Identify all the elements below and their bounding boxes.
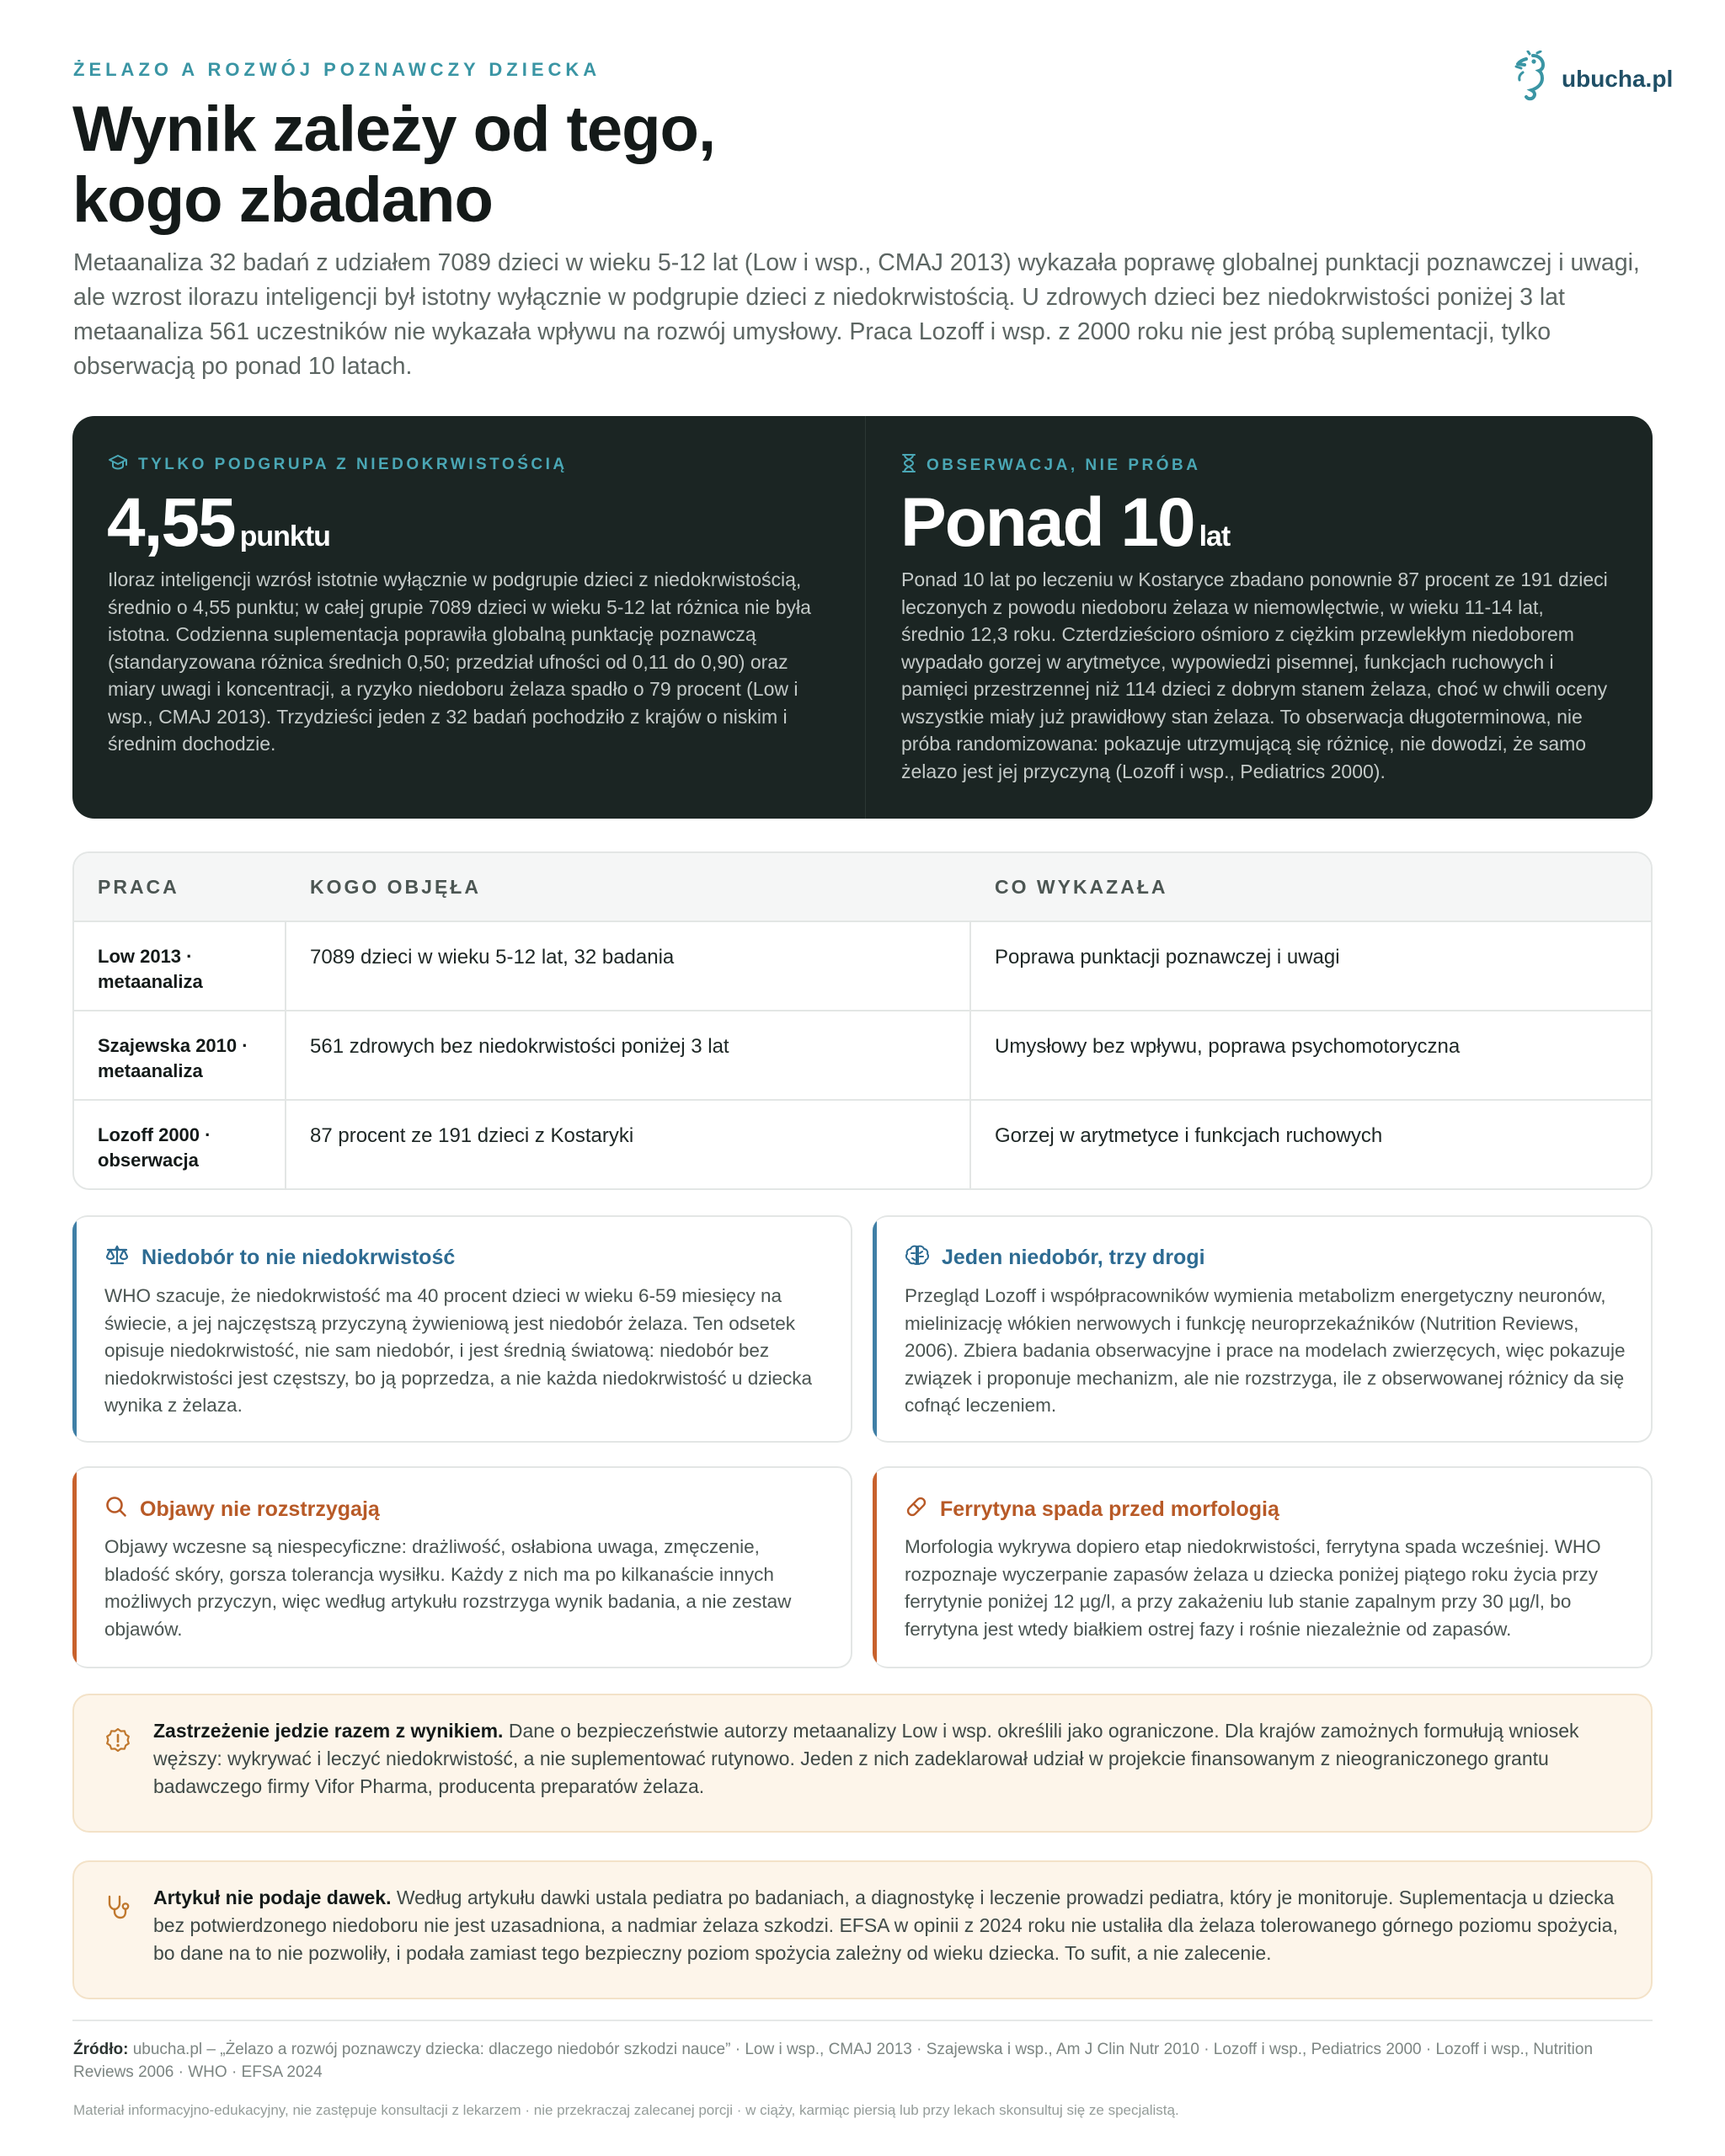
card-title: Jeden niedobór, trzy drogi bbox=[905, 1244, 1205, 1272]
card-title: Ferrytyna spada przed morfologią bbox=[905, 1495, 1279, 1524]
card-ferritin bbox=[873, 1466, 1653, 1668]
card-text: Przegląd Lozoff i współpracowników wymienia metabolizm energetyczny neuronów, mielinizację włókien nerwowych i funkcję neuroprzekaźników (Nutrition Reviews, 2006). Zbiera badania obserwacyjne i prace na modelach zwierzęcych, więc pokazuje związek i proponuje mechanizm, ale nie rozstrzyga, ile z obserwowanej różnicy da się cofnąć leczeniem. bbox=[905, 1285, 1626, 1416]
hourglass-icon bbox=[901, 453, 916, 478]
studies-table bbox=[72, 851, 1653, 1190]
card-deficiency-vs-anemia bbox=[72, 1215, 852, 1443]
study-name: Low 2013 · metaanaliza bbox=[98, 946, 203, 992]
card-three-pathways bbox=[873, 1215, 1653, 1443]
source-label: Źródło: bbox=[73, 2041, 129, 2058]
stat-block-iq bbox=[72, 416, 864, 819]
footer-divider bbox=[72, 2020, 1653, 2021]
source-line: Źródło: ubucha.pl – „Żelazo a rozwój poznawczy dziecka: dlaczego niedobór szkodzi nauce” · Low i wsp., CMAJ 2013 · Szajewska i wsp., Am J Clin Nutr 2010 · Lozoff i wsp., Pediatrics 2000 · Lozoff i wsp., Nutrition Reviews 2006 · WHO · EFSA 2024 bbox=[73, 2041, 1594, 2081]
title-line-2: kogo zbadano bbox=[72, 164, 493, 236]
table-row bbox=[74, 922, 1651, 1011]
table-row bbox=[74, 1101, 1651, 1188]
stat-block-followup bbox=[865, 416, 1653, 819]
lead-paragraph: Metaanaliza 32 badań z udziałem 7089 dzieci w wieku 5-12 lat (Low i wsp., CMAJ 2013) wykazała poprawę globalnej punktacji poznawczej i uwagi, ale wzrost ilorazu inteligencji był istotny wyłącznie w podgrupie dzieci z niedokrwistością. U zdrowych dzieci bez niedokrwistości poniżej 3 lat metaanaliza 561 uczestników nie wykazała wpływu na rozwój umysłowy. Praca Lozoff i wsp. z 2000 roku nie jest próbą suplementacji, tylko obserwacją po ponad 10 latach. bbox=[73, 249, 1640, 380]
study-result: Poprawa punktacji poznawczej i uwagi bbox=[995, 946, 1340, 969]
table-row bbox=[74, 1011, 1651, 1101]
stat-kicker: OBSERWACJA, NIE PRÓBA bbox=[901, 453, 1200, 478]
scales-icon bbox=[104, 1244, 130, 1272]
title-line-1: Wynik zależy od tego, bbox=[72, 93, 716, 165]
stat-unit: punktu bbox=[239, 520, 330, 552]
stat-number: 4,55 bbox=[107, 484, 235, 561]
brand-logo[interactable] bbox=[1511, 51, 1673, 107]
card-title: Niedobór to nie niedokrwistość bbox=[104, 1244, 455, 1272]
table-header bbox=[74, 853, 1651, 922]
page-title bbox=[72, 94, 999, 236]
card-text: Morfologia wykrywa dopiero etap niedokrwistości, ferrytyna spada wcześniej. WHO rozpoznaje wyczerpanie zapasów żelaza u dziecka poniżej piątego roku życia przy ferrytynie poniżej 12 µg/l, a przy zakażeniu lub stanie zapalnym przy 30 µg/l, bo ferrytyna jest wtedy białkiem ostrej fazy i rośnie niezależnie od zapasów. bbox=[905, 1536, 1601, 1640]
stat-description: Iloraz inteligencji wzrósł istotnie wyłącznie w podgrupie dzieci z niedokrwistością, średnio o 4,55 punktu; w całej grupie 7089 dzieci w wieku 5-12 lat różnica nie była istotna. Codzienna suplementacja poprawiła globalną punktację poznawczą (standaryzowana różnica średnich 0,50; przedział ufności od 0,11 do 0,90) oraz miary uwagi i koncentracji, a ryzyko niedoboru żelaza spadło o 79 procent (Low i wsp., CMAJ 2013). Trzydzieści jeden z 32 badań pochodziło z krajów o niskim i średnim dochodzie. bbox=[108, 568, 811, 755]
search-icon bbox=[104, 1495, 128, 1524]
study-name: Lozoff 2000 · obserwacja bbox=[98, 1124, 211, 1171]
brain-icon bbox=[905, 1244, 930, 1272]
note-lead: Zastrzeżenie jedzie razem z wynikiem. bbox=[153, 1720, 504, 1742]
card-title: Objawy nie rozstrzygają bbox=[104, 1495, 380, 1524]
stethoscope-icon bbox=[104, 1894, 131, 1925]
disclaimer: Materiał informacyjno-edukacyjny, nie zastępuje konsultacji z lekarzem · nie przekraczaj zalecanej porcji · w ciąży, karmiąc piersią lub przy lekach skonsultuj się ze specjalistą. bbox=[73, 2102, 1179, 2118]
study-result: Gorzej w arytmetyce i funkcjach ruchowych bbox=[995, 1124, 1383, 1147]
pill-icon bbox=[905, 1495, 928, 1524]
note-text: Zastrzeżenie jedzie razem z wynikiem. Dane o bezpieczeństwie autorzy metaanalizy Low i wsp. określili jako ograniczone. Dla krajów zamożnych formułują wniosek węższy: wykrywać i leczyć niedokrwistość, a nie suplementować rutynowo. Jeden z nich zadeklarował udział w projekcie finansowanym z nieograniczonego grantu badawczego firmy Vifor Pharma, producenta preparatów żelaza. bbox=[153, 1720, 1579, 1797]
card-text: Objawy wczesne są niespecyficzne: drażliwość, osłabiona uwaga, zmęczenie, bladość skóry, gorsza tolerancja wysiłku. Każdy z nich ma po kilkanaście innych możliwych przyczyn, więc według artykułu rozstrzyga wynik badania, a nie zestaw objawów. bbox=[104, 1536, 792, 1640]
study-population: 87 procent ze 191 dzieci z Kostaryki bbox=[310, 1124, 634, 1147]
section-kicker: ŻELAZO A ROZWÓJ POZNAWCZY DZIECKA bbox=[73, 59, 601, 80]
stat-kicker: TYLKO PODGRUPA Z NIEDOKRWISTOŚCIĄ bbox=[108, 453, 568, 477]
alert-badge-icon bbox=[104, 1727, 131, 1758]
stats-panel bbox=[72, 416, 1653, 819]
note-text: Artykuł nie podaje dawek. Według artykułu dawki ustala pediatra po badaniach, a diagnostykę i leczenie prowadzi pediatra, który je monitoruje. Suplementacja u dziecka bez potwierdzonego niedoboru nie jest uzasadniona, a nadmiar żelaza szkodzi. EFSA w opinii z 2024 roku nie ustaliła dla żelaza tolerowanego górnego poziomu spożycia, bo dane na to nie pozwoliły, i podała zamiast tego bezpieczny poziom spożycia zależny od wieku dziecka. To sufit, a nie zalecenie. bbox=[153, 1886, 1618, 1964]
column-header-study: PRACA bbox=[98, 876, 179, 898]
stat-unit: lat bbox=[1199, 520, 1231, 552]
note-dosage bbox=[72, 1860, 1653, 1999]
card-text: WHO szacuje, że niedokrwistość ma 40 procent dzieci w wieku 6-59 miesięcy na świecie, a jej najczęstszą przyczyną żywieniową jest niedobór żelaza. Ten odsetek opisuje niedokrwistość, nie sam niedobór, i jest średnią światową: niedobór bez niedokrwistości jest częstszy, bo ją poprzedza, a nie każda niedokrwistość u dziecka wynika z żelaza. bbox=[104, 1285, 812, 1416]
study-population: 561 zdrowych bez niedokrwistości poniżej 3 lat bbox=[310, 1035, 729, 1058]
stat-description: Ponad 10 lat po leczeniu w Kostaryce zbadano ponownie 87 procent ze 191 dzieci leczonych z powodu niedoboru żelaza w niemowlęctwie, w wieku 11-14 lat, średnio 12,3 roku. Czterdzieścioro ośmioro z ciężkim przewlekłym niedoborem wypadało gorzej w arytmetyce, wypowiedzi pisemnej, funkcjach ruchowych i pamięci przestrzennej niż 114 dzieci z dobrym stanem żelaza, choć w chwili oceny wszystkie miały już prawidłowy stan żelaza. To obserwacja długoterminowa, nie próba randomizowana: pokazuje utrzymującą się różnicę, nie dowodzi, że samo żelazo jest jej przyczyną (Lozoff i wsp., Pediatrics 2000). bbox=[901, 568, 1608, 782]
column-header-result: CO WYKAZAŁA bbox=[995, 876, 1168, 898]
seahorse-icon bbox=[1511, 51, 1550, 107]
logo-text: ubucha.pl bbox=[1562, 65, 1674, 92]
graduation-cap-icon bbox=[108, 453, 128, 477]
column-header-population: KOGO OBJĘŁA bbox=[310, 876, 481, 898]
note-lead: Artykuł nie podaje dawek. bbox=[153, 1886, 392, 1908]
study-population: 7089 dzieci w wieku 5-12 lat, 32 badania bbox=[310, 946, 675, 969]
study-result: Umysłowy bez wpływu, poprawa psychomotoryczna bbox=[995, 1035, 1461, 1058]
stat-value bbox=[107, 483, 330, 563]
study-name: Szajewska 2010 · metaanaliza bbox=[98, 1035, 248, 1081]
note-caveat bbox=[72, 1694, 1653, 1833]
stat-number: Ponad 10 bbox=[900, 484, 1194, 561]
stat-value bbox=[900, 483, 1230, 563]
card-symptoms bbox=[72, 1466, 852, 1668]
